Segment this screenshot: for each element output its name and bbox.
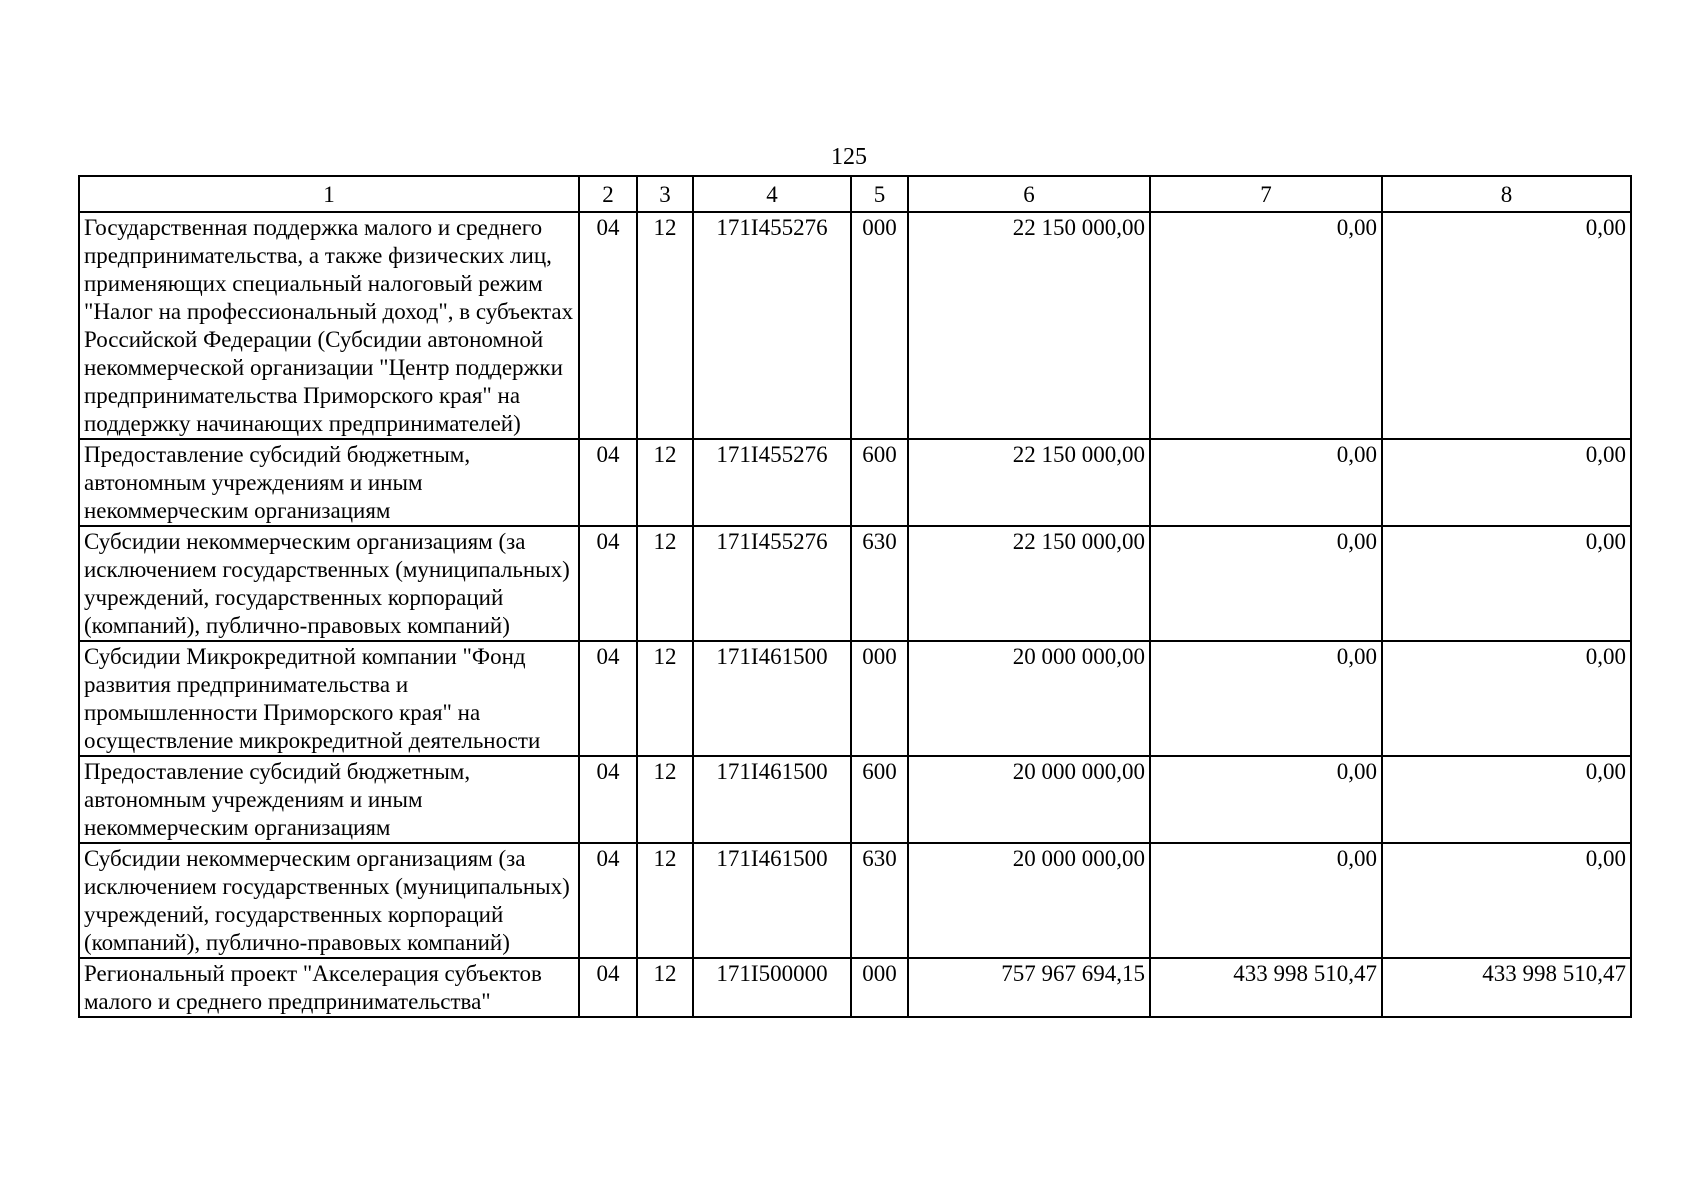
row-expense-type: 630 [851,526,908,641]
table-row [79,843,1631,958]
column-header: 2 [579,176,637,212]
row-name: Субсидии некоммерческим организациям (за исключением государственных (муниципальных) учреждений, государственных корпораций (компаний), публично-правовых компаний) [79,526,579,641]
row-sum-2: 0,00 [1150,641,1382,756]
row-section: 04 [579,958,637,1017]
column-header: 8 [1382,176,1631,212]
table-row [79,958,1631,1017]
row-section: 04 [579,756,637,843]
row-sum-3: 0,00 [1382,641,1631,756]
row-target: 171I455276 [693,212,851,439]
row-subsection: 12 [637,641,693,756]
row-sum-1: 22 150 000,00 [908,526,1150,641]
row-subsection: 12 [637,439,693,526]
row-subsection: 12 [637,756,693,843]
column-header: 5 [851,176,908,212]
column-header: 1 [79,176,579,212]
page-number: 125 [831,144,867,170]
row-section: 04 [579,439,637,526]
row-target: 171I500000 [693,958,851,1017]
row-name: Предоставление субсидий бюджетным, автономным учреждениям и иным некоммерческим организациям [79,756,579,843]
column-header: 6 [908,176,1150,212]
row-subsection: 12 [637,958,693,1017]
row-sum-2: 0,00 [1150,843,1382,958]
row-expense-type: 630 [851,843,908,958]
row-sum-1: 20 000 000,00 [908,641,1150,756]
row-name: Предоставление субсидий бюджетным, автономным учреждениям и иным некоммерческим организациям [79,439,579,526]
column-header: 4 [693,176,851,212]
table-row [79,212,1631,439]
row-name: Региональный проект "Акселерация субъектов малого и среднего предпринимательства" [79,958,579,1017]
row-name: Субсидии некоммерческим организациям (за исключением государственных (муниципальных) учреждений, государственных корпораций (компаний), публично-правовых компаний) [79,843,579,958]
row-sum-2: 0,00 [1150,212,1382,439]
row-section: 04 [579,212,637,439]
row-subsection: 12 [637,526,693,641]
row-sum-1: 20 000 000,00 [908,756,1150,843]
row-target: 171I461500 [693,843,851,958]
row-expense-type: 600 [851,756,908,843]
row-sum-2: 0,00 [1150,526,1382,641]
table-row [79,756,1631,843]
column-header: 3 [637,176,693,212]
row-sum-1: 22 150 000,00 [908,439,1150,526]
row-expense-type: 000 [851,641,908,756]
row-sum-3: 433 998 510,47 [1382,958,1631,1017]
row-sum-3: 0,00 [1382,526,1631,641]
row-sum-2: 433 998 510,47 [1150,958,1382,1017]
row-target: 171I455276 [693,526,851,641]
row-section: 04 [579,843,637,958]
row-sum-3: 0,00 [1382,439,1631,526]
row-target: 171I461500 [693,756,851,843]
table-row [79,526,1631,641]
row-sum-3: 0,00 [1382,756,1631,843]
row-expense-type: 000 [851,958,908,1017]
row-subsection: 12 [637,843,693,958]
budget-table [78,175,1632,1018]
row-sum-1: 757 967 694,15 [908,958,1150,1017]
row-sum-2: 0,00 [1150,439,1382,526]
row-expense-type: 600 [851,439,908,526]
row-sum-3: 0,00 [1382,843,1631,958]
row-expense-type: 000 [851,212,908,439]
header-row [79,176,1631,212]
table-row [79,641,1631,756]
column-header: 7 [1150,176,1382,212]
table-row [79,439,1631,526]
row-name: Субсидии Микрокредитной компании "Фонд развития предпринимательства и промышленности Приморского края" на осуществление микрокредитной деятельности [79,641,579,756]
row-section: 04 [579,526,637,641]
row-sum-1: 22 150 000,00 [908,212,1150,439]
row-target: 171I461500 [693,641,851,756]
row-target: 171I455276 [693,439,851,526]
row-name: Государственная поддержка малого и среднего предпринимательства, а также физических лиц, применяющих специальный налоговый режим "Налог на профессиональный доход", в субъектах Российской Федерации (Субсидии автономной некоммерческой организации "Центр поддержки предпринимательства Приморского края" на поддержку начинающих предпринимателей) [79,212,579,439]
row-sum-3: 0,00 [1382,212,1631,439]
row-section: 04 [579,641,637,756]
row-sum-2: 0,00 [1150,756,1382,843]
row-sum-1: 20 000 000,00 [908,843,1150,958]
row-subsection: 12 [637,212,693,439]
